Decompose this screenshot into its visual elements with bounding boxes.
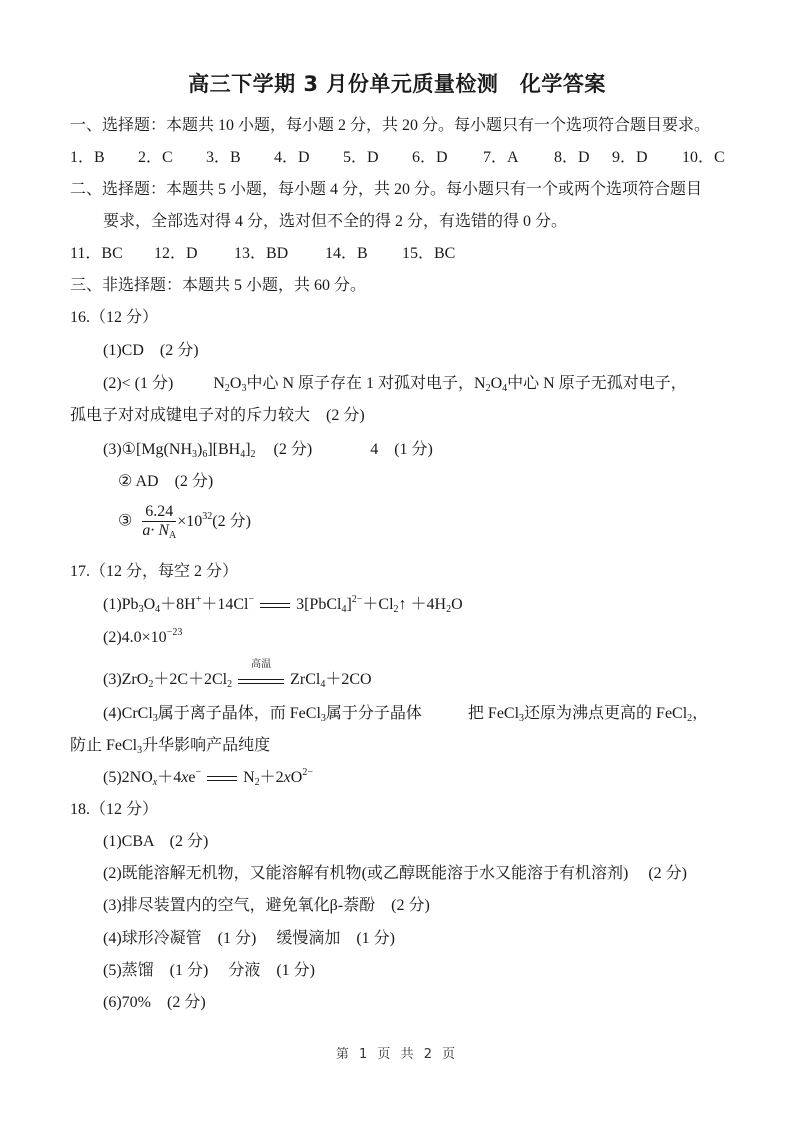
text: e	[188, 769, 196, 786]
text: (4)CrCl	[103, 705, 153, 722]
text: (3)①[Mg(NH	[103, 441, 192, 458]
subscript: 4	[240, 449, 246, 460]
text: ＋14Cl	[201, 596, 249, 613]
text: N	[213, 375, 225, 392]
subscript: 2	[148, 679, 154, 690]
text: ＋Cl	[362, 596, 394, 613]
text: 还原为沸点更高的 FeCl	[524, 705, 688, 722]
subscript: 4	[341, 604, 347, 615]
subscript: 3	[241, 383, 247, 394]
subscript: 2	[393, 604, 399, 615]
text: O	[290, 769, 303, 786]
text: ]	[346, 596, 352, 613]
subscript: 6	[202, 449, 208, 460]
subscript: 3	[320, 713, 326, 724]
equals-sign	[207, 776, 237, 781]
text: O	[143, 596, 156, 613]
answer-10: 10．C	[682, 149, 725, 166]
answer-14: 14．B	[325, 245, 368, 262]
variable: x	[181, 769, 189, 786]
answer-11: 11．BC	[70, 245, 123, 262]
q17-part4	[103, 704, 708, 724]
q18-part4: (4)球形冷凝管 (1 分) 缓慢滴加 (1 分)	[103, 930, 395, 947]
q16-part2-line2: 孤电子对对成键电子对的斥力较大 (2 分)	[70, 407, 365, 424]
circled-3: ③	[118, 512, 133, 530]
subscript: x	[152, 777, 158, 788]
q16-part3-3	[118, 503, 251, 540]
text: (1)Pb	[103, 596, 139, 613]
section3-heading: 三、非选择题：本题共 5 小题，共 60 分。	[70, 277, 367, 294]
text: N	[243, 769, 255, 786]
text: )	[197, 441, 203, 458]
text: (3)ZrO	[103, 671, 149, 688]
answer-4: 4．D	[274, 149, 310, 166]
text: ×10	[177, 512, 203, 530]
reaction-condition	[238, 659, 284, 684]
answer-15: 15．BC	[402, 245, 456, 262]
condition-label: 高温	[251, 659, 272, 670]
text: ＋4	[157, 769, 182, 786]
subscript: 4	[320, 679, 326, 690]
answer-2: 2．C	[138, 149, 173, 166]
text: ＋2	[259, 769, 284, 786]
superscript: +	[195, 594, 202, 605]
subscript: 4	[155, 604, 161, 615]
subscript: 4	[502, 383, 508, 394]
subscript: 2	[250, 449, 256, 460]
text: 升华影响产品纯度	[142, 737, 271, 754]
section1-heading: 一、选择题：本题共 10 小题，每小题 2 分，共 20 分。每小题只有一个选项符合题目要求。	[70, 117, 711, 134]
text: ＋8H	[160, 596, 196, 613]
text: O	[451, 596, 463, 613]
q18-part5: (5)蒸馏 (1 分) 分液 (1 分)	[103, 962, 315, 979]
answer-3: 3．B	[206, 149, 241, 166]
text: 防止 FeCl	[70, 737, 138, 754]
text: (5)2NO	[103, 769, 153, 786]
superscript: 2−	[302, 767, 313, 778]
superscript: 2−	[351, 594, 363, 605]
text: a· N	[142, 522, 170, 539]
q17-header: 17.（12 分，每空 2 分）	[70, 563, 239, 580]
variable: x	[283, 769, 291, 786]
q18-part2: (2)既能溶解无机物，又能溶解有机物(或乙醇既能溶于水又能溶于有机溶剂) (2 分)	[103, 865, 687, 882]
subscript: 3	[137, 745, 143, 756]
numerator: 6.24	[142, 503, 176, 522]
superscript: 32	[202, 510, 213, 522]
answer-9: 9．D	[612, 149, 648, 166]
denominator	[142, 522, 176, 540]
q18-part1: (1)CBA (2 分)	[103, 833, 209, 850]
text: 属于离子晶体，而 FeCl	[157, 705, 321, 722]
text: 中心 N 原子无孤对电子，	[507, 375, 687, 392]
subscript: 2	[254, 777, 260, 788]
q16-part3-1	[103, 440, 433, 460]
q16-part2-answer: (2)< (1 分)	[103, 375, 174, 392]
section2-heading-line1: 二、选择题：本题共 5 小题，每小题 4 分，共 20 分。每小题只有一个或两个选项符合题目	[70, 181, 703, 198]
subscript: 2	[485, 383, 491, 394]
answer-1: 1．B	[70, 149, 105, 166]
superscript: −	[248, 594, 255, 605]
subscript: 3	[138, 604, 144, 615]
answer-8: 8．D	[554, 149, 590, 166]
text: 把 FeCl	[467, 705, 520, 722]
text: 3[PbCl	[296, 596, 342, 613]
q16-part3-1-second-answer: 4 (1 分)	[370, 441, 433, 458]
q18-part3: (3)排尽装置内的空气，避免氧化β-萘酚 (2 分)	[103, 897, 430, 914]
answer-12: 12．D	[154, 245, 198, 262]
text: ＋2C＋2Cl	[153, 671, 228, 688]
q18-part6: (6)70% (2 分)	[103, 994, 206, 1011]
equals-sign	[238, 679, 284, 684]
page-title: 高三下学期 3 月份单元质量检测 化学答案	[188, 72, 606, 96]
subscript: 2	[687, 713, 693, 724]
q16-part2	[103, 374, 687, 394]
page-number: 第 1 页 共 2 页	[335, 1047, 459, 1062]
q17-part5	[103, 768, 313, 788]
q16-header: 16.（12 分）	[70, 309, 159, 326]
subscript: A	[169, 530, 177, 541]
subscript: 2	[227, 679, 233, 690]
superscript: −	[195, 767, 202, 778]
equals-sign	[260, 603, 290, 608]
q16-part1: (1)CD (2 分)	[103, 342, 199, 359]
text: ，	[692, 705, 709, 722]
text: ][BH	[207, 441, 241, 458]
subscript: 3	[192, 449, 197, 460]
text: ＋2CO	[325, 671, 372, 688]
subscript: 2	[224, 383, 230, 394]
text: O	[490, 375, 503, 392]
score: (2 分)	[273, 441, 313, 458]
q17-part1	[103, 595, 463, 615]
fraction	[142, 503, 176, 540]
text: ZrCl	[290, 671, 321, 688]
text: 属于分子晶体	[325, 705, 422, 722]
q16-part3-2: ② AD (2 分)	[118, 473, 214, 490]
section2-heading-line2: 要求，全部选对得 4 分，选对但不全的得 2 分，有选错的得 0 分。	[103, 213, 568, 230]
superscript: −23	[166, 627, 183, 638]
text: ]	[245, 441, 251, 458]
multiplier	[177, 510, 251, 530]
q17-part4-line2	[70, 736, 270, 756]
subscript: 3	[519, 713, 525, 724]
answer-5: 5．D	[343, 149, 379, 166]
answer-6: 6．D	[412, 149, 448, 166]
score: (2 分)	[212, 512, 251, 530]
subscript: 2	[446, 604, 452, 615]
q17-part2	[103, 628, 182, 648]
q17-part3	[103, 659, 372, 690]
text: O	[229, 375, 242, 392]
answer-13: 13．BD	[234, 245, 289, 262]
text: 中心 N 原子存在 1 对孤对电子，N	[246, 375, 486, 392]
text: (2)4.0×10	[103, 629, 167, 646]
subscript: 3	[152, 713, 158, 724]
text: ↑ ＋4H	[398, 596, 447, 613]
q18-header: 18.（12 分）	[70, 801, 159, 818]
answer-7: 7．A	[483, 149, 519, 166]
